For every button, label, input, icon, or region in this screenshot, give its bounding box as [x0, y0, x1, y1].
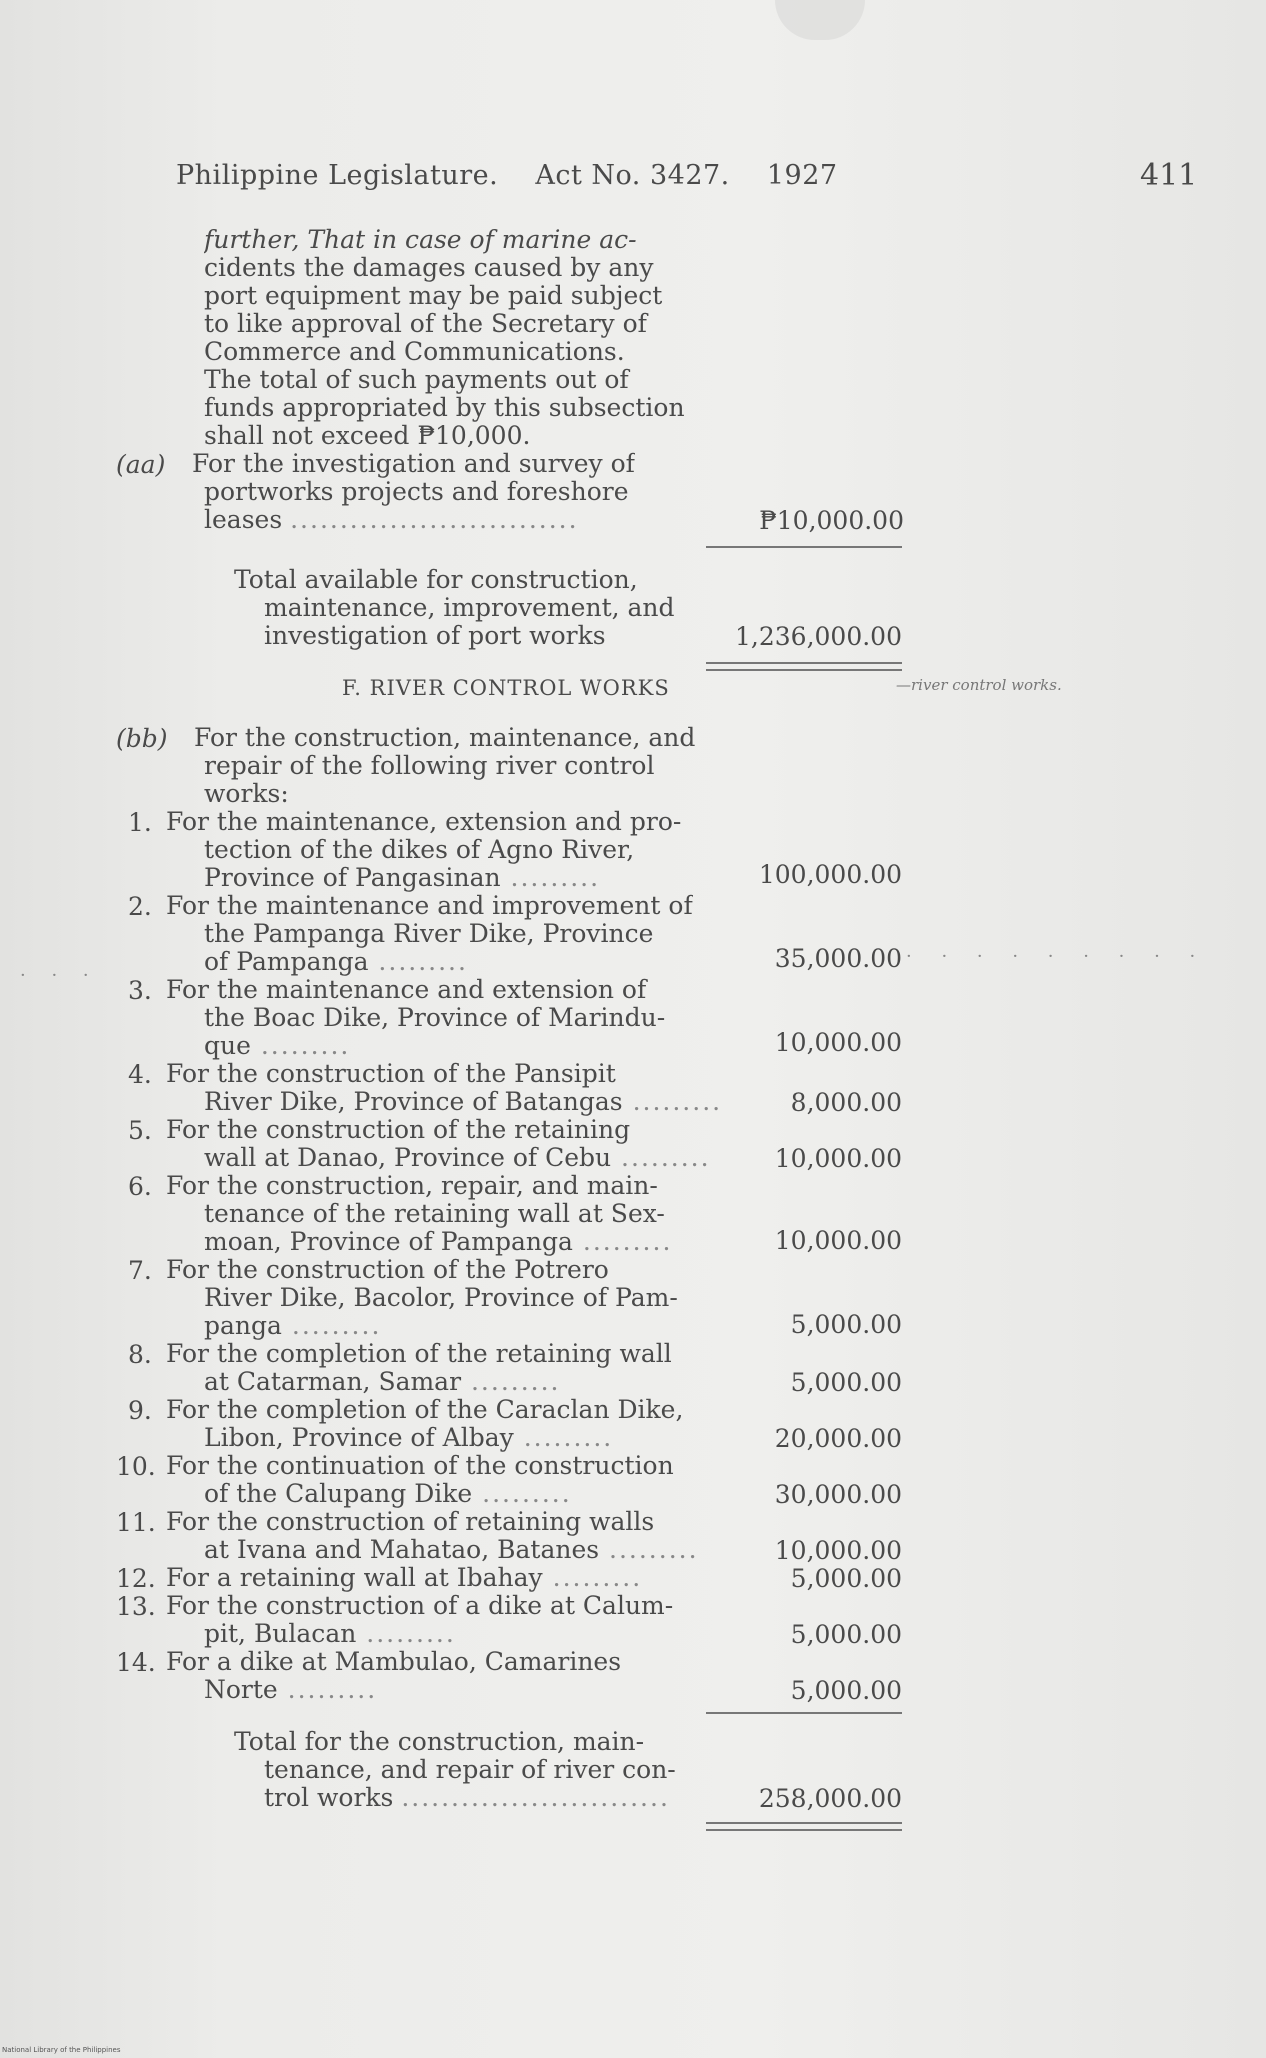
- text-line: For a retaining wall at Ibahay: [166, 1564, 543, 1592]
- river-item-amount: 5,000.00: [790, 1620, 902, 1649]
- subtotal-rule: [706, 546, 902, 548]
- dot-leader: .........: [599, 1536, 699, 1564]
- river-item-amount: 10,000.00: [774, 1028, 902, 1057]
- river-item-number: 14.: [116, 1648, 156, 1677]
- text-line: tenance, and repair of river con-: [264, 1756, 676, 1784]
- river-item-number: 5.: [128, 1116, 152, 1145]
- river-item-text: [166, 1060, 722, 1116]
- river-item-amount: 100,000.00: [758, 860, 902, 889]
- text-line: repair of the following river control: [204, 752, 655, 780]
- river-item-number: 10.: [116, 1452, 156, 1481]
- dot-leader: .............................: [290, 506, 579, 534]
- river-item-text: [166, 1116, 711, 1172]
- dot-leader: .........: [250, 1032, 351, 1060]
- river-item-number: 6.: [128, 1172, 152, 1201]
- proviso-text: [204, 226, 704, 450]
- stray-dots-right: · · · · · · · · ·: [906, 946, 1208, 967]
- text-line: maintenance, improvement, and: [264, 594, 675, 622]
- text-line: shall not exceed ₱10,000.: [204, 422, 531, 450]
- dot-leader: .........: [542, 1564, 643, 1592]
- river-item-text: [166, 1592, 673, 1648]
- dot-leader: .........: [356, 1620, 456, 1648]
- dot-leader: .........: [472, 1480, 572, 1508]
- text-line: For the construction, repair, and main-: [166, 1172, 658, 1200]
- scan-footer: National Library of the Philippines: [2, 2046, 121, 2054]
- river-item-amount: 5,000.00: [790, 1564, 902, 1593]
- text-line: For the maintenance and improvement of: [166, 892, 693, 920]
- river-item-text: [166, 1396, 683, 1452]
- text-line: Total for the construction, main-: [234, 1728, 645, 1756]
- text-line: Province of Pangasinan: [204, 864, 501, 892]
- river-item-text: [166, 892, 693, 976]
- river-item-text: [166, 1452, 674, 1508]
- dot-leader: .........: [572, 1228, 673, 1256]
- river-total-text: [234, 1728, 676, 1812]
- text-line: port equipment may be paid subject: [204, 282, 663, 310]
- item-bb-text: [194, 724, 695, 808]
- text-line: funds appropriated by this subsection: [204, 394, 685, 422]
- text-line: For the construction of a dike at Calum-: [166, 1592, 674, 1620]
- dot-leader: .........: [368, 948, 468, 976]
- text-line: investigation of port works: [264, 622, 606, 650]
- dot-leader: .........: [281, 1312, 382, 1340]
- text-line: The total of such payments out of: [204, 366, 629, 394]
- river-item-text: [166, 1648, 621, 1704]
- river-item-number: 13.: [116, 1592, 156, 1621]
- river-item-amount: 8,000.00: [790, 1088, 902, 1117]
- port-total-text: [234, 566, 675, 650]
- text-line: to like approval of the Secretary of: [204, 310, 647, 338]
- text-line: of Pampanga: [204, 948, 369, 976]
- dot-leader: .........: [611, 1144, 711, 1172]
- text-line: Libon, Province of Albay: [204, 1424, 514, 1452]
- river-item-number: 11.: [116, 1508, 156, 1537]
- river-item-number: 7.: [128, 1256, 152, 1285]
- text-line: leases: [204, 506, 283, 534]
- river-item-amount: 10,000.00: [774, 1144, 902, 1173]
- running-header: [176, 160, 866, 191]
- river-item-text: [166, 1340, 672, 1396]
- item-aa-text: [192, 450, 635, 534]
- river-item-number: 9.: [128, 1396, 152, 1425]
- text-line: wall at Danao, Province of Cebu: [204, 1144, 612, 1172]
- text-line: the Pampanga River Dike, Province: [204, 920, 654, 948]
- text-line: tenance of the retaining wall at Sex-: [204, 1200, 665, 1228]
- river-item-amount: 35,000.00: [774, 944, 902, 973]
- text-line: For the construction, maintenance, and: [194, 724, 696, 752]
- text-line: For the construction of the retaining: [166, 1116, 631, 1144]
- river-item-number: 1.: [128, 808, 152, 837]
- river-item-amount: 5,000.00: [790, 1368, 902, 1397]
- river-item-number: 2.: [128, 892, 152, 921]
- text-line: For the completion of the Caraclan Dike,: [166, 1396, 684, 1424]
- text-line: moan, Province of Pampanga: [204, 1228, 573, 1256]
- header-year: 1927: [766, 160, 838, 191]
- text-line: further, That in case of marine ac-: [204, 226, 637, 254]
- river-item-number: 4.: [128, 1060, 152, 1089]
- section-title: F. RIVER CONTROL WORKS: [342, 676, 670, 700]
- margin-note: —river control works.: [896, 676, 1062, 694]
- stray-dots-left: · · ·: [20, 965, 99, 986]
- text-line: Norte: [204, 1676, 278, 1704]
- river-item-amount: 10,000.00: [774, 1536, 902, 1565]
- text-line: Total available for construction,: [234, 566, 638, 594]
- page-number: 411: [1140, 158, 1198, 193]
- river-item-amount: 10,000.00: [774, 1226, 902, 1255]
- text-line: For the maintenance, extension and pro-: [166, 808, 682, 836]
- dot-leader: .........: [500, 864, 601, 892]
- header-act: Act No. 3427.: [535, 160, 730, 191]
- text-line: For the maintenance and extension of: [166, 976, 647, 1004]
- subtotal-rule: [706, 1712, 902, 1714]
- item-aa-label: (aa): [116, 450, 166, 479]
- dot-leader: .........: [277, 1676, 378, 1704]
- text-line: portworks projects and foreshore: [204, 478, 629, 506]
- total-double-rule: [706, 1822, 902, 1831]
- text-line: pit, Bulacan: [204, 1620, 357, 1648]
- river-item-number: 12.: [116, 1564, 156, 1593]
- river-item-text: [166, 1508, 699, 1564]
- text-line: Commerce and Communications.: [204, 338, 625, 366]
- text-line: For the construction of the Pansipit: [166, 1060, 616, 1088]
- river-item-number: 8.: [128, 1340, 152, 1369]
- text-line: que: [204, 1032, 251, 1060]
- text-line: For a dike at Mambulao, Camarines: [166, 1648, 622, 1676]
- river-item-number: 3.: [128, 976, 152, 1005]
- item-aa-amount: ₱10,000.00: [759, 506, 904, 535]
- total-double-rule: [706, 662, 902, 671]
- text-line: at Ivana and Mahatao, Batanes: [204, 1536, 600, 1564]
- river-total-amount: 258,000.00: [758, 1784, 902, 1813]
- text-line: For the completion of the retaining wall: [166, 1340, 672, 1368]
- river-item-text: [166, 976, 665, 1060]
- text-line: trol works: [264, 1784, 394, 1812]
- dot-leader: ...........................: [401, 1784, 670, 1812]
- dot-leader: .........: [513, 1424, 614, 1452]
- text-line: tection of the dikes of Agno River,: [204, 836, 635, 864]
- text-line: the Boac Dike, Province of Marindu-: [204, 1004, 666, 1032]
- river-item-text: [166, 808, 681, 892]
- text-line: works:: [204, 780, 289, 808]
- river-item-amount: 30,000.00: [774, 1480, 902, 1509]
- text-line: panga: [204, 1312, 282, 1340]
- river-item-amount: 5,000.00: [790, 1310, 902, 1339]
- text-line: cidents the damages caused by any: [204, 254, 654, 282]
- text-line: at Catarman, Samar: [204, 1368, 462, 1396]
- dot-leader: .........: [461, 1368, 561, 1396]
- river-item-text: [166, 1256, 678, 1340]
- text-line: River Dike, Province of Batangas: [204, 1088, 623, 1116]
- river-item-amount: 20,000.00: [774, 1424, 902, 1453]
- river-item-text: [166, 1564, 642, 1592]
- text-line: For the investigation and survey of: [192, 450, 635, 478]
- header-legislature: Philippine Legislature.: [176, 160, 499, 191]
- port-total-amount: 1,236,000.00: [735, 622, 902, 651]
- river-item-text: [166, 1172, 672, 1256]
- text-line: For the construction of retaining walls: [166, 1508, 655, 1536]
- text-line: River Dike, Bacolor, Province of Pam-: [204, 1284, 678, 1312]
- text-line: of the Calupang Dike: [204, 1480, 473, 1508]
- text-line: For the continuation of the construction: [166, 1452, 674, 1480]
- river-item-amount: 5,000.00: [790, 1676, 902, 1705]
- dot-leader: .........: [622, 1088, 723, 1116]
- item-bb-label: (bb): [116, 724, 168, 753]
- text-line: For the construction of the Potrero: [166, 1256, 609, 1284]
